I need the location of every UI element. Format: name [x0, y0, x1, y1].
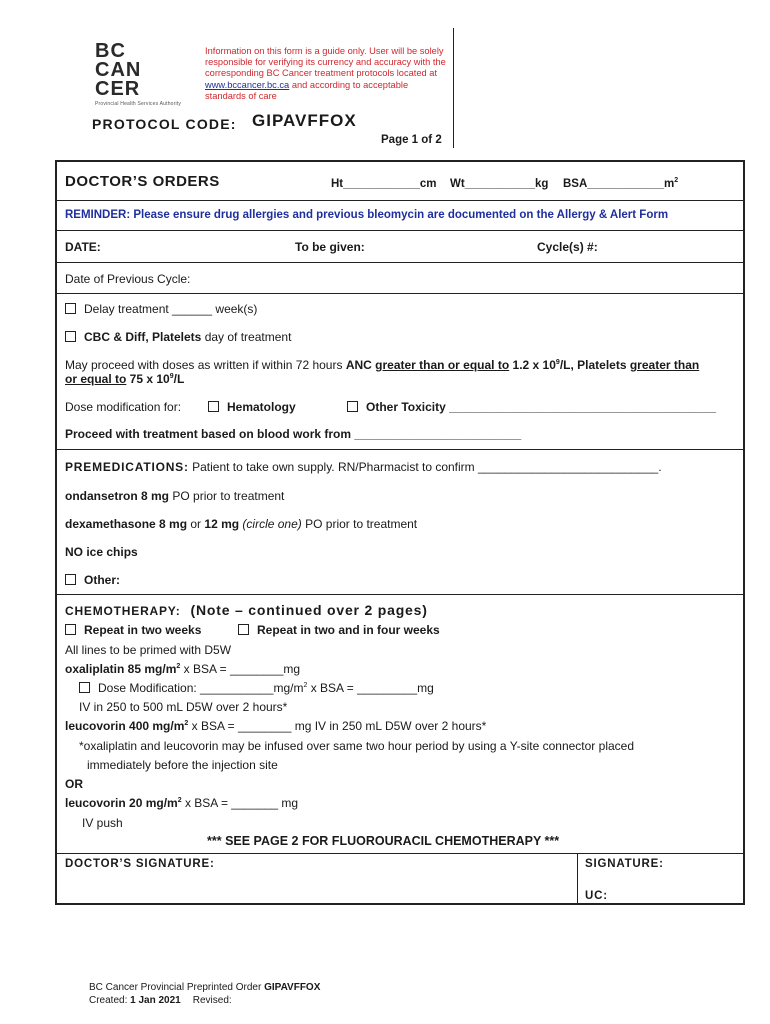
page-number: Page 1 of 2: [381, 134, 442, 146]
premed-other-row: [65, 573, 120, 587]
bccancer-link[interactable]: www.bccancer.bc.ca: [205, 79, 290, 90]
cbc-label: CBC & Diff, Platelets: [84, 330, 202, 344]
cycles-field[interactable]: Cycle(s) #:: [537, 240, 598, 254]
logo-line-3: CER: [95, 78, 141, 100]
doctors-orders-form: [55, 160, 745, 905]
doctor-signature-field[interactable]: DOCTOR’S SIGNATURE:: [65, 858, 215, 870]
dose-modification-exponent: 2: [303, 682, 308, 689]
lines-primed: All lines to be primed with D5W: [65, 643, 232, 657]
previous-cycle-field[interactable]: Date of Previous Cycle:: [65, 272, 191, 286]
oxaliplatin-order: [65, 662, 300, 676]
divider: [57, 449, 743, 450]
oxaliplatin-dose: oxaliplatin 85 mg/m: [65, 662, 177, 676]
dexamethasone-dose-8[interactable]: dexamethasone 8 mg: [65, 517, 188, 531]
y-site-note-line2: immediately before the injection site: [87, 758, 278, 772]
logo-line-2: CAN: [95, 59, 142, 81]
dose-modification-checkbox[interactable]: [79, 682, 90, 693]
dose-modification-text[interactable]: Dose Modification: ___________mg/m: [98, 681, 304, 695]
divider: [57, 230, 743, 231]
protocol-label: PROTOCOL CODE:: [92, 116, 237, 132]
height-field[interactable]: Ht____________cm: [331, 178, 437, 190]
platelets-comparator: greater than: [629, 358, 700, 372]
footer-created-label: Created:: [89, 994, 131, 1006]
other-toxicity-option: [347, 400, 716, 414]
platelets-exponent: 9: [169, 373, 174, 380]
circle-one-hint: (circle one): [239, 517, 302, 531]
bsa-text: BSA____________m: [563, 178, 675, 190]
or-label: OR: [65, 777, 83, 791]
premedications-row: [65, 460, 662, 474]
premed-other-label: Other:: [84, 573, 120, 587]
delay-treatment-label: Delay treatment ______ week(s): [84, 302, 258, 316]
disclaimer-text-end: and according to acceptable standards of care: [205, 79, 409, 101]
divider: [57, 200, 743, 201]
platelets-unit: /L: [173, 372, 185, 386]
platelets-value: 75 x 10: [126, 372, 170, 386]
disclaimer-text: Information on this form is a guide only. User will be solely responsible for verifying its currency and accuracy with the corresponding BC Cancer treatment protocols located at: [205, 46, 446, 79]
chemotherapy-label: CHEMOTHERAPY:: [65, 604, 181, 618]
cbc-row: [65, 330, 291, 344]
doctors-orders-title: DOCTOR’S ORDERS: [65, 173, 220, 190]
y-site-note-line1: *oxaliplatin and leucovorin may be infused over same two hour period by using a Y-site connector placed: [79, 739, 634, 753]
repeat-two-weeks-checkbox[interactable]: [65, 624, 76, 635]
leucovorin-400-order: [65, 719, 486, 733]
hematology-option: [208, 400, 296, 414]
anc-label: ANC: [345, 358, 376, 372]
divider: [57, 594, 743, 595]
other-toxicity-label: Other Toxicity ________________________________________: [366, 400, 717, 414]
allergy-reminder: REMINDER: Please ensure drug allergies and previous bleomycin are documented on the Allergy & Alert Form: [65, 209, 669, 221]
proceed-criteria-line1: [65, 358, 699, 372]
leucovorin-400-dose: leucovorin 400 mg/m: [65, 719, 185, 733]
ondansetron-route: PO prior to treatment: [169, 489, 285, 503]
repeat-two-four-weeks-option: [238, 623, 440, 637]
dose-modification-calc[interactable]: x BSA = _________mg: [307, 681, 434, 695]
premed-other-checkbox[interactable]: [65, 574, 76, 585]
protocol-code: GIPAVFFOX: [252, 111, 357, 130]
dexamethasone-dose-12[interactable]: 12 mg: [204, 517, 240, 531]
oxaliplatin-calc[interactable]: x BSA = ________mg: [180, 662, 301, 676]
footer-protocol-code: GIPAVFFOX: [264, 982, 321, 993]
repeat-two-four-weeks-checkbox[interactable]: [238, 624, 249, 635]
leucovorin-400-exponent: 2: [184, 720, 189, 727]
proceed-criteria-line2: [65, 372, 184, 386]
signature-field[interactable]: SIGNATURE:: [585, 858, 664, 870]
premedications-text: Patient to take own supply. RN/Pharmacist to confirm ___________________________.: [188, 460, 662, 474]
delay-treatment-row: [65, 302, 257, 316]
weight-field[interactable]: Wt___________kg: [450, 178, 549, 190]
hematology-checkbox[interactable]: [208, 401, 219, 412]
premedications-label: PREMEDICATIONS:: [65, 460, 189, 474]
dexamethasone-order: [65, 517, 417, 531]
oxaliplatin-exponent: 2: [176, 663, 181, 670]
footer-created-date: 1 Jan 2021: [130, 994, 181, 1006]
ondansetron-dose: ondansetron 8 mg: [65, 489, 170, 503]
logo-line-1: BC: [95, 40, 126, 62]
leucovorin-20-order: [65, 796, 298, 810]
platelets-comparator-cont: or equal to: [65, 372, 127, 386]
divider: [57, 293, 743, 294]
chemotherapy-header: [65, 602, 428, 618]
repeat-two-four-weeks-label: Repeat in two and in four weeks: [257, 623, 440, 637]
proceed-text: May proceed with doses as written if within 72 hours: [65, 358, 346, 372]
leucovorin-20-exponent: 2: [177, 797, 182, 804]
date-field[interactable]: DATE:: [65, 240, 101, 254]
platelets-label: /L, Platelets: [559, 358, 630, 372]
footer-line-2: [89, 995, 320, 1008]
dose-modification-label: Dose modification for:: [65, 400, 182, 414]
anc-exponent: 9: [555, 359, 560, 366]
dexamethasone-route: PO prior to treatment: [301, 517, 418, 531]
footer-line-1: [89, 982, 320, 995]
hematology-label: Hematology: [227, 400, 296, 414]
ondansetron-order: [65, 489, 284, 503]
bsa-field[interactable]: [563, 178, 678, 190]
bc-cancer-logo: [95, 42, 205, 112]
oxaliplatin-iv: IV in 250 to 500 mL D5W over 2 hours*: [79, 700, 288, 714]
proceed-bloodwork-field[interactable]: Proceed with treatment based on blood work from _________________________: [65, 427, 522, 441]
signature-divider: [577, 853, 578, 905]
cbc-label-rest: day of treatment: [201, 330, 292, 344]
footer: [89, 982, 320, 1007]
leucovorin-20-calc[interactable]: x BSA = _______ mg: [181, 796, 299, 810]
disclaimer: [205, 46, 450, 102]
repeat-two-weeks-label: Repeat in two weeks: [84, 623, 202, 637]
no-ice-chips: NO ice chips: [65, 545, 138, 559]
repeat-two-weeks-option: [65, 623, 201, 637]
header-divider: [453, 28, 454, 148]
iv-push: IV push: [82, 816, 123, 830]
leucovorin-20-dose: leucovorin 20 mg/m: [65, 796, 178, 810]
footer-revised-label: Revised:: [192, 994, 232, 1006]
anc-comparator: greater than or equal to: [375, 358, 510, 372]
delay-treatment-checkbox[interactable]: [65, 303, 76, 314]
see-page-2-notice: *** SEE PAGE 2 FOR FLUOROURACIL CHEMOTHERAPY ***: [207, 834, 560, 848]
logo-subtitle: Provincial Health Services Authority: [95, 101, 182, 107]
bsa-superscript: 2: [674, 177, 679, 184]
cbc-checkbox[interactable]: [65, 331, 76, 342]
dose-modification-row: [79, 681, 434, 695]
leucovorin-400-calc[interactable]: x BSA = ________ mg IV in 250 mL D5W over 2 hours*: [188, 719, 487, 733]
anc-value: 1.2 x 10: [509, 358, 556, 372]
chemotherapy-note: (Note – continued over 2 pages): [190, 602, 428, 618]
uc-field[interactable]: UC:: [585, 890, 608, 902]
to-be-given-field[interactable]: To be given:: [295, 240, 365, 254]
dexamethasone-or: or: [187, 517, 205, 531]
divider: [57, 262, 743, 263]
other-toxicity-checkbox[interactable]: [347, 401, 358, 412]
divider: [57, 853, 743, 854]
footer-preprinted-order: BC Cancer Provincial Preprinted Order: [89, 982, 265, 993]
